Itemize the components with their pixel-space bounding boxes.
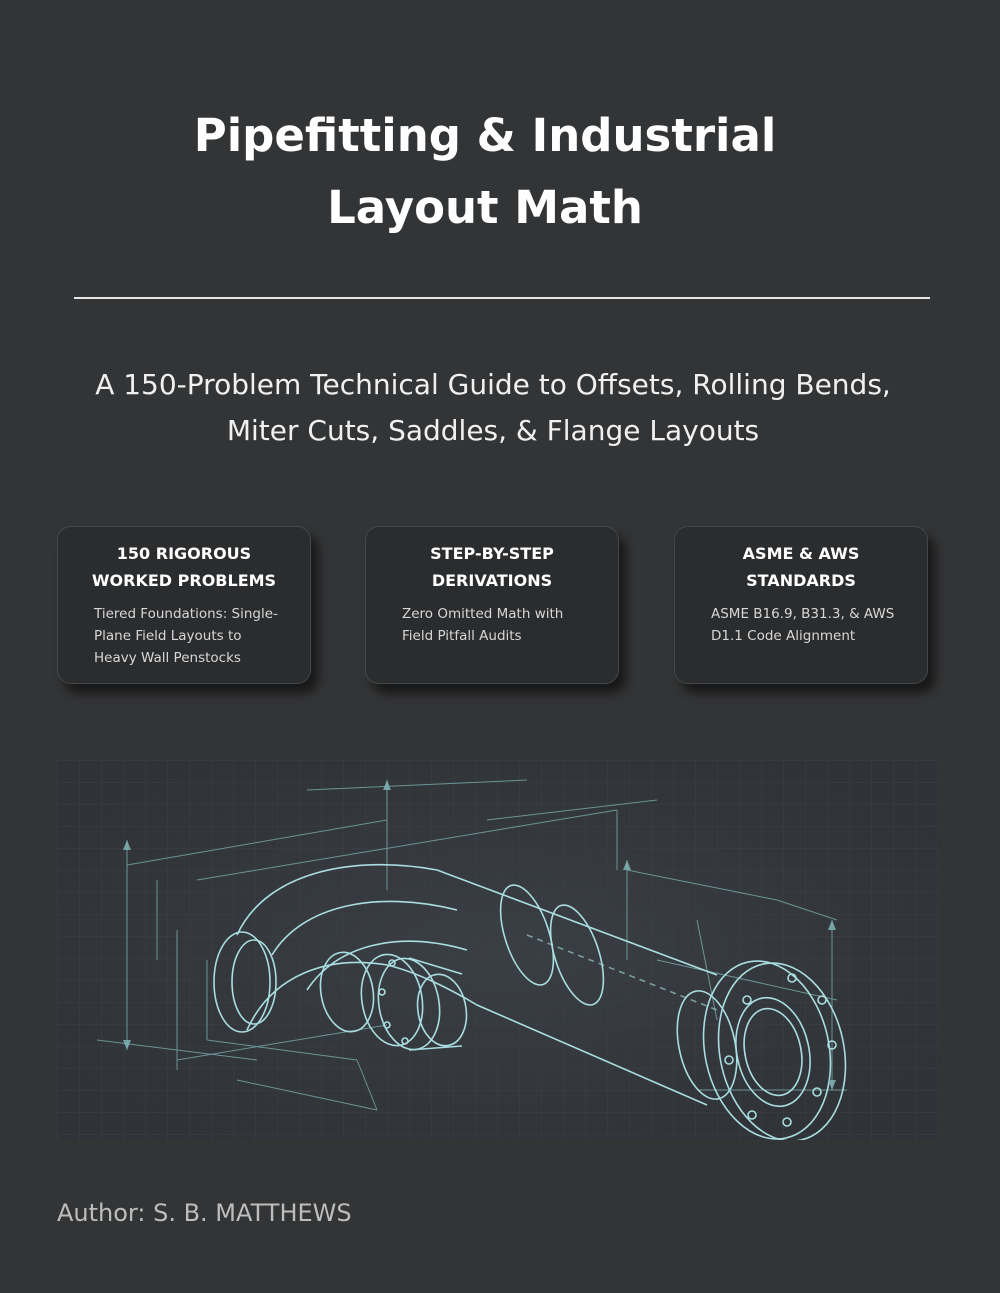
feature-heading-line: WORKED PROBLEMS [91,571,277,590]
title-divider [74,297,930,299]
feature-description-line: Heavy Wall Penstocks [94,650,241,666]
feature-heading-line: STEP-BY-STEP [430,544,554,563]
feature-description-line: Tiered Foundations: Single- [94,606,278,622]
feature-description-line: Field Pitfall Audits [402,628,522,644]
feature-description-line: D1.1 Code Alignment [711,628,856,644]
feature-card-heading [58,540,310,594]
feature-description-line: ASME B16.9, B31.3, & AWS [711,606,895,622]
book-subtitle [0,362,986,454]
feature-description-line: Zero Omitted Math with [402,606,564,622]
feature-card-standards [674,526,928,684]
book-subtitle-line-1: A 150-Problem Technical Guide to Offsets, Rolling Bends, [95,368,891,401]
feature-heading-line: ASME & AWS [742,544,860,563]
feature-card-derivations [365,526,619,684]
pipe-blueprint-icon [57,760,940,1140]
feature-card-heading [366,540,618,594]
feature-card-description [94,603,310,669]
feature-description-line: Plane Field Layouts to [94,628,242,644]
feature-card-worked-problems [57,526,311,684]
feature-heading-line: STANDARDS [746,571,856,590]
book-title-line-2: Layout Math [327,181,643,234]
feature-card-description [711,603,927,647]
feature-heading-line: 150 RIGOROUS [116,544,252,563]
pipe-blueprint-illustration [57,760,940,1140]
feature-heading-line: DERIVATIONS [431,571,553,590]
book-subtitle-line-2: Miter Cuts, Saddles, & Flange Layouts [226,414,760,447]
book-title [0,100,970,244]
feature-card-description [402,603,618,647]
feature-card-heading [675,540,927,594]
author-credit: Author: S. B. MATTHEWS [57,1199,352,1227]
book-title-line-1: Pipefitting & Industrial [193,109,777,162]
